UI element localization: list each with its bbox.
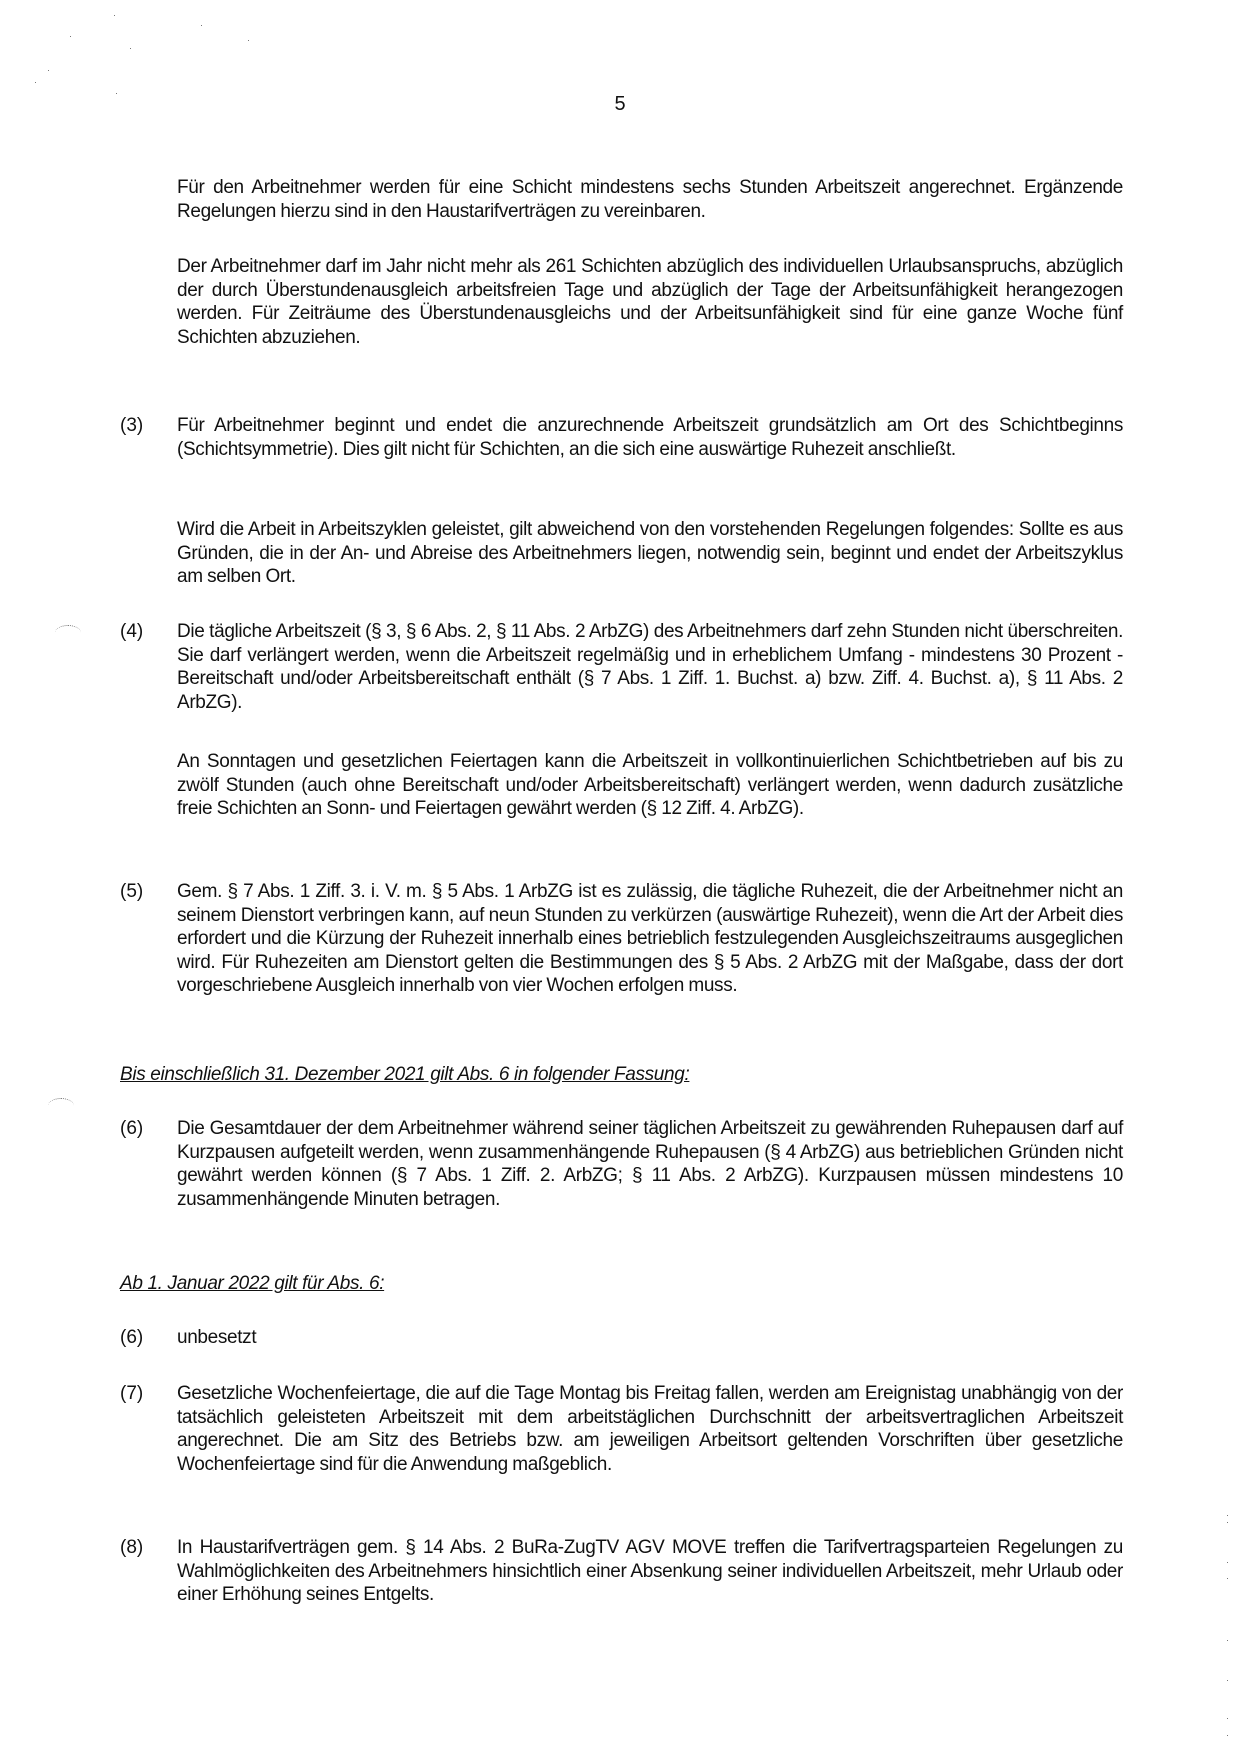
scan-artifact <box>1227 1718 1228 1719</box>
scan-artifact <box>1227 1562 1228 1563</box>
paragraph-8 <box>120 1536 1123 1607</box>
section-heading-until-2021: Bis einschließlich 31. Dezember 2021 gilt Abs. 6 in folgender Fassung: <box>120 1064 690 1085</box>
paragraph-4-continuation: An Sonntagen und gesetzlichen Feiertagen kann die Arbeitszeit in vollkontinuierlichen Schichtbetrieben auf bis zu zwölf Stunden (auch ohne Bereitschaft und/oder Arbeitsbereitschaft) verlängert werden, wenn dadurch zusätzliche freie Schichten an Sonn- und Feiertagen gewährt werden (§ 12 Ziff. 4. ArbZG). <box>177 751 1123 820</box>
paragraph-text: Gem. § 7 Abs. 1 Ziff. 3. i. V. m. § 5 Abs. 1 ArbZG ist es zulässig, die tägliche Ruhezeit, die der Arbeitnehmer nicht an seinem Dienstort verbringen kann, auf neun Stunden zu verkürzen (auswärtige Ruhezeit), wenn die Art der Arbeit dies erfordert und die Kürzung der Ruhezeit innerhalb eines betrieblich festzulegenden Ausgleichszeitraums ausgeglichen wird. Für Ruhezeiten am Dienstort gelten die Bestimmungen des § 5 Abs. 2 ArbZG mit der Maßgabe, dass der dort vorgeschriebene Ausgleich innerhalb von vier Wochen erfolgen muss. <box>177 881 1123 997</box>
scan-artifact <box>248 40 249 41</box>
paragraph-number: (6) <box>120 1118 144 1139</box>
paragraph-5 <box>120 880 1123 998</box>
section-heading-from-2022: Ab 1. Januar 2022 gilt für Abs. 6: <box>120 1273 385 1294</box>
paragraph-6-new <box>120 1326 1123 1350</box>
paragraph-number: (6) <box>120 1327 144 1348</box>
paragraph-intro-2: Der Arbeitnehmer darf im Jahr nicht mehr als 261 Schichten abzüglich des individuellen Urlaubsanspruchs, abzüglich der durch Überstundenausgleich arbeitsfreien Tage und abzüglich der Tage der Arbeitsunfähigkeit herangezogen werden. Für Zeiträume des Überstundenausgleichs und der Arbeitsunfähigkeit sind für eine ganze Woche fünf Schichten abzuziehen. <box>177 256 1123 348</box>
page-number: 5 <box>614 93 626 115</box>
paragraph-4 <box>120 620 1123 714</box>
paragraph-3-continuation: Wird die Arbeit in Arbeitszyklen geleistet, gilt abweichend von den vorstehenden Regelungen folgendes: Sollte es aus Gründen, die in der An- und Abreise des Arbeitnehmers liegen, notwendig sein, beginnt und endet der Arbeitszyklus am selben Ort. <box>177 519 1123 588</box>
paragraph-text: Gesetzliche Wochenfeiertage, die auf die Tage Montag bis Freitag fallen, werden am Ereignistag unabhängig von der tatsächlich geleisteten Arbeitszeit mit dem arbeitstäglichen Durchschnitt der arbeitsvertraglichen Arbeitszeit angerechnet. Die am Sitz des Betriebs bzw. am jeweiligen Arbeitsort geltenden Vorschriften über gesetzliche Wochenfeiertage sind für die Anwendung maßgeblich. <box>177 1383 1123 1475</box>
scan-artifact <box>130 48 131 49</box>
scan-artifact-arc <box>48 1098 74 1113</box>
paragraph-3 <box>120 414 1123 461</box>
scan-artifact <box>1227 1578 1228 1579</box>
scan-artifact <box>201 25 202 26</box>
paragraph-intro-1: Für den Arbeitnehmer werden für eine Schicht mindestens sechs Stunden Arbeitszeit angerechnet. Ergänzende Regelungen hierzu sind in den Haustarifverträgen zu vereinbaren. <box>177 177 1123 222</box>
scan-artifact <box>48 70 49 71</box>
scan-artifact <box>1227 1640 1228 1641</box>
scan-artifact <box>1227 1680 1228 1681</box>
paragraph-number: (7) <box>120 1383 144 1404</box>
scan-artifact-arc <box>55 625 81 640</box>
paragraph-text: In Haustarifverträgen gem. § 14 Abs. 2 BuRa-ZugTV AGV MOVE treffen die Tarifvertragsparteien Regelungen zu Wahlmöglichkeiten des Arbeitnehmers hinsichtlich einer Absenkung seiner individuellen Arbeitszeit, mehr Urlaub oder einer Erhöhung seines Entgelts. <box>177 1537 1123 1606</box>
paragraph-number: (5) <box>120 881 144 902</box>
paragraph-6-old <box>120 1117 1123 1211</box>
paragraph-text: Die tägliche Arbeitszeit (§ 3, § 6 Abs. 2, § 11 Abs. 2 ArbZG) des Arbeitnehmers darf zehn Stunden nicht überschreiten. Sie darf verlängert werden, wenn die Arbeitszeit regelmäßig und in erheblichem Umfang - mindestens 30 Prozent - Bereitschaft und/oder Arbeitsbereitschaft enthält (§ 7 Abs. 1 Ziff. 1. Buchst. a) bzw. Ziff. 4. Buchst. a), § 11 Abs. 2 ArbZG). <box>177 621 1123 713</box>
paragraph-number: (4) <box>120 621 144 642</box>
paragraph-number: (3) <box>120 415 144 436</box>
paragraph-text: Für Arbeitnehmer beginnt und endet die anzurechnende Arbeitszeit grundsätzlich am Ort des Schichtbeginns (Schichtsymmetrie). Dies gilt nicht für Schichten, an die sich eine auswärtige Ruhezeit anschließt. <box>177 415 1123 460</box>
scan-artifact <box>1227 1522 1228 1523</box>
paragraph-text: Die Gesamtdauer der dem Arbeitnehmer während seiner täglichen Arbeitszeit zu gewährenden Ruhepausen darf auf Kurzpausen aufgeteilt werden, wenn zusammenhängende Ruhepausen (§ 4 ArbZG) aus betrieblichen Gründen nicht gewährt werden können (§ 7 Abs. 1 Ziff. 2. ArbZG; § 11 Abs. 2 ArbZG). Kurzpausen müssen mindestens 10 zusammenhängende Minuten betragen. <box>177 1118 1123 1210</box>
scan-artifact <box>1227 1515 1228 1516</box>
paragraph-number: (8) <box>120 1537 144 1558</box>
scan-artifact <box>70 36 71 37</box>
scan-artifact <box>1227 1735 1228 1736</box>
scan-artifact <box>35 82 36 83</box>
paragraph-text: unbesetzt <box>177 1327 257 1348</box>
paragraph-7 <box>120 1382 1123 1476</box>
scan-artifact <box>114 15 115 16</box>
